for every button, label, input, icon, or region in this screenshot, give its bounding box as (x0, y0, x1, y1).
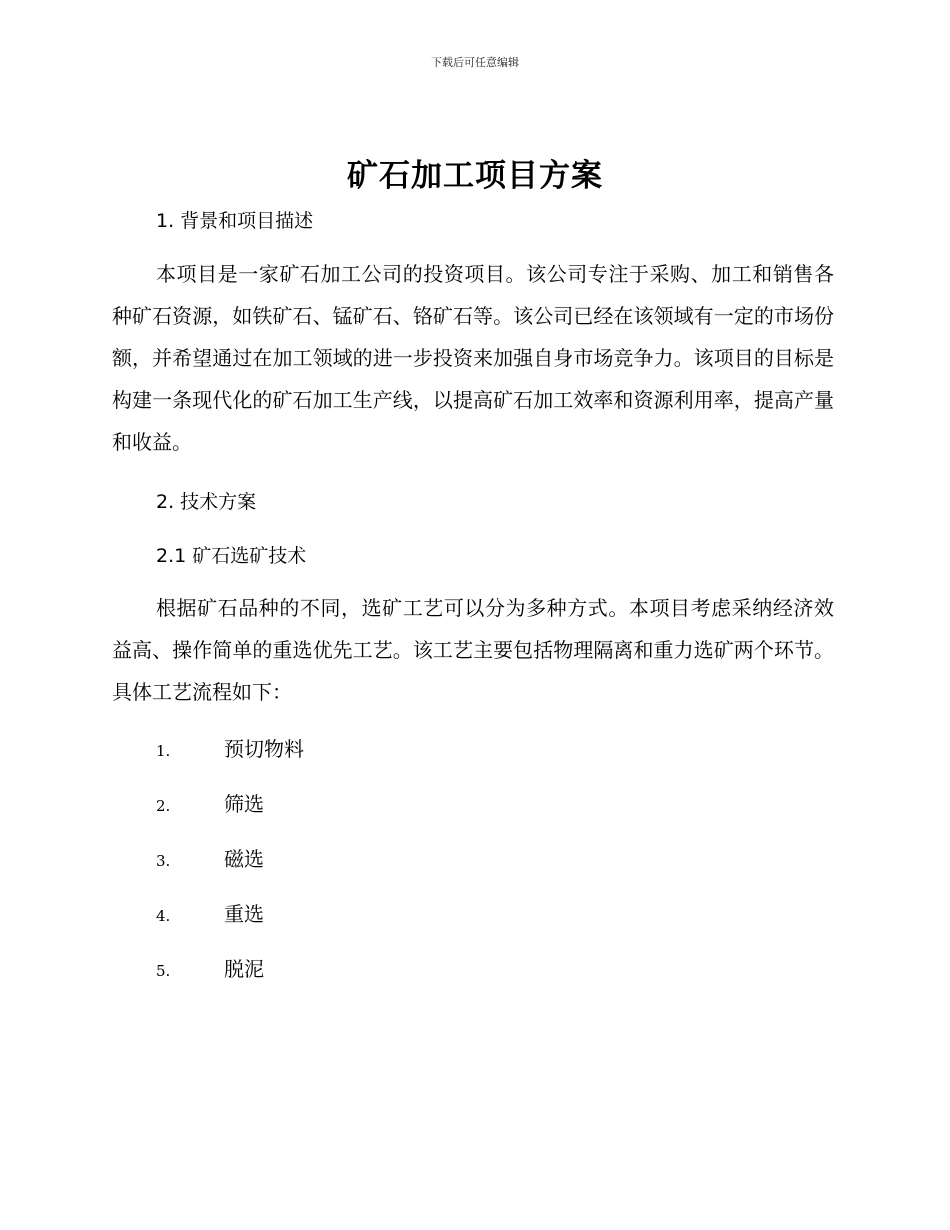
list-item-number: 4. (156, 907, 171, 925)
list-item (156, 733, 304, 763)
list-item (156, 843, 264, 873)
section-heading-technical-plan: 2. 技术方案 (156, 491, 257, 513)
list-item (156, 788, 264, 818)
list-item-number: 3. (156, 852, 171, 870)
list-item-text: 脱泥 (224, 957, 264, 981)
section-heading-background: 1. 背景和项目描述 (156, 210, 314, 232)
list-item-number: 5. (156, 962, 171, 980)
section-heading-ore-dressing: 2.1 矿石选矿技术 (156, 545, 307, 567)
list-item-text: 磁选 (224, 847, 264, 871)
list-item-text: 筛选 (224, 792, 264, 816)
list-item-number: 2. (156, 797, 171, 815)
list-item-number: 1. (156, 742, 171, 760)
paragraph-background: 本项目是一家矿石加工公司的投资项目。该公司专注于采购、加工和销售各种矿石资源，如铁矿石、锰矿石、铬矿石等。该公司已经在该领域有一定的市场份额，并希望通过在加工领域的进一步投资来加强自身市场竞争力。该项目的目标是构建一条现代化的矿石加工生产线，以提高矿石加工效率和资源利用率，提高产量和收益。 (112, 262, 834, 454)
header-note: 下载后可任意编辑 (431, 56, 519, 69)
paragraph-ore-dressing: 根据矿石品种的不同，选矿工艺可以分为多种方式。本项目考虑采纳经济效益高、操作简单的重选优先工艺。该工艺主要包括物理隔离和重力选矿两个环节。具体工艺流程如下： (112, 596, 834, 704)
list-item-text: 预切物料 (224, 737, 304, 761)
list-item (156, 953, 264, 983)
document-title: 矿石加工项目方案 (347, 158, 603, 194)
list-item (156, 898, 264, 928)
list-item-text: 重选 (224, 902, 264, 926)
